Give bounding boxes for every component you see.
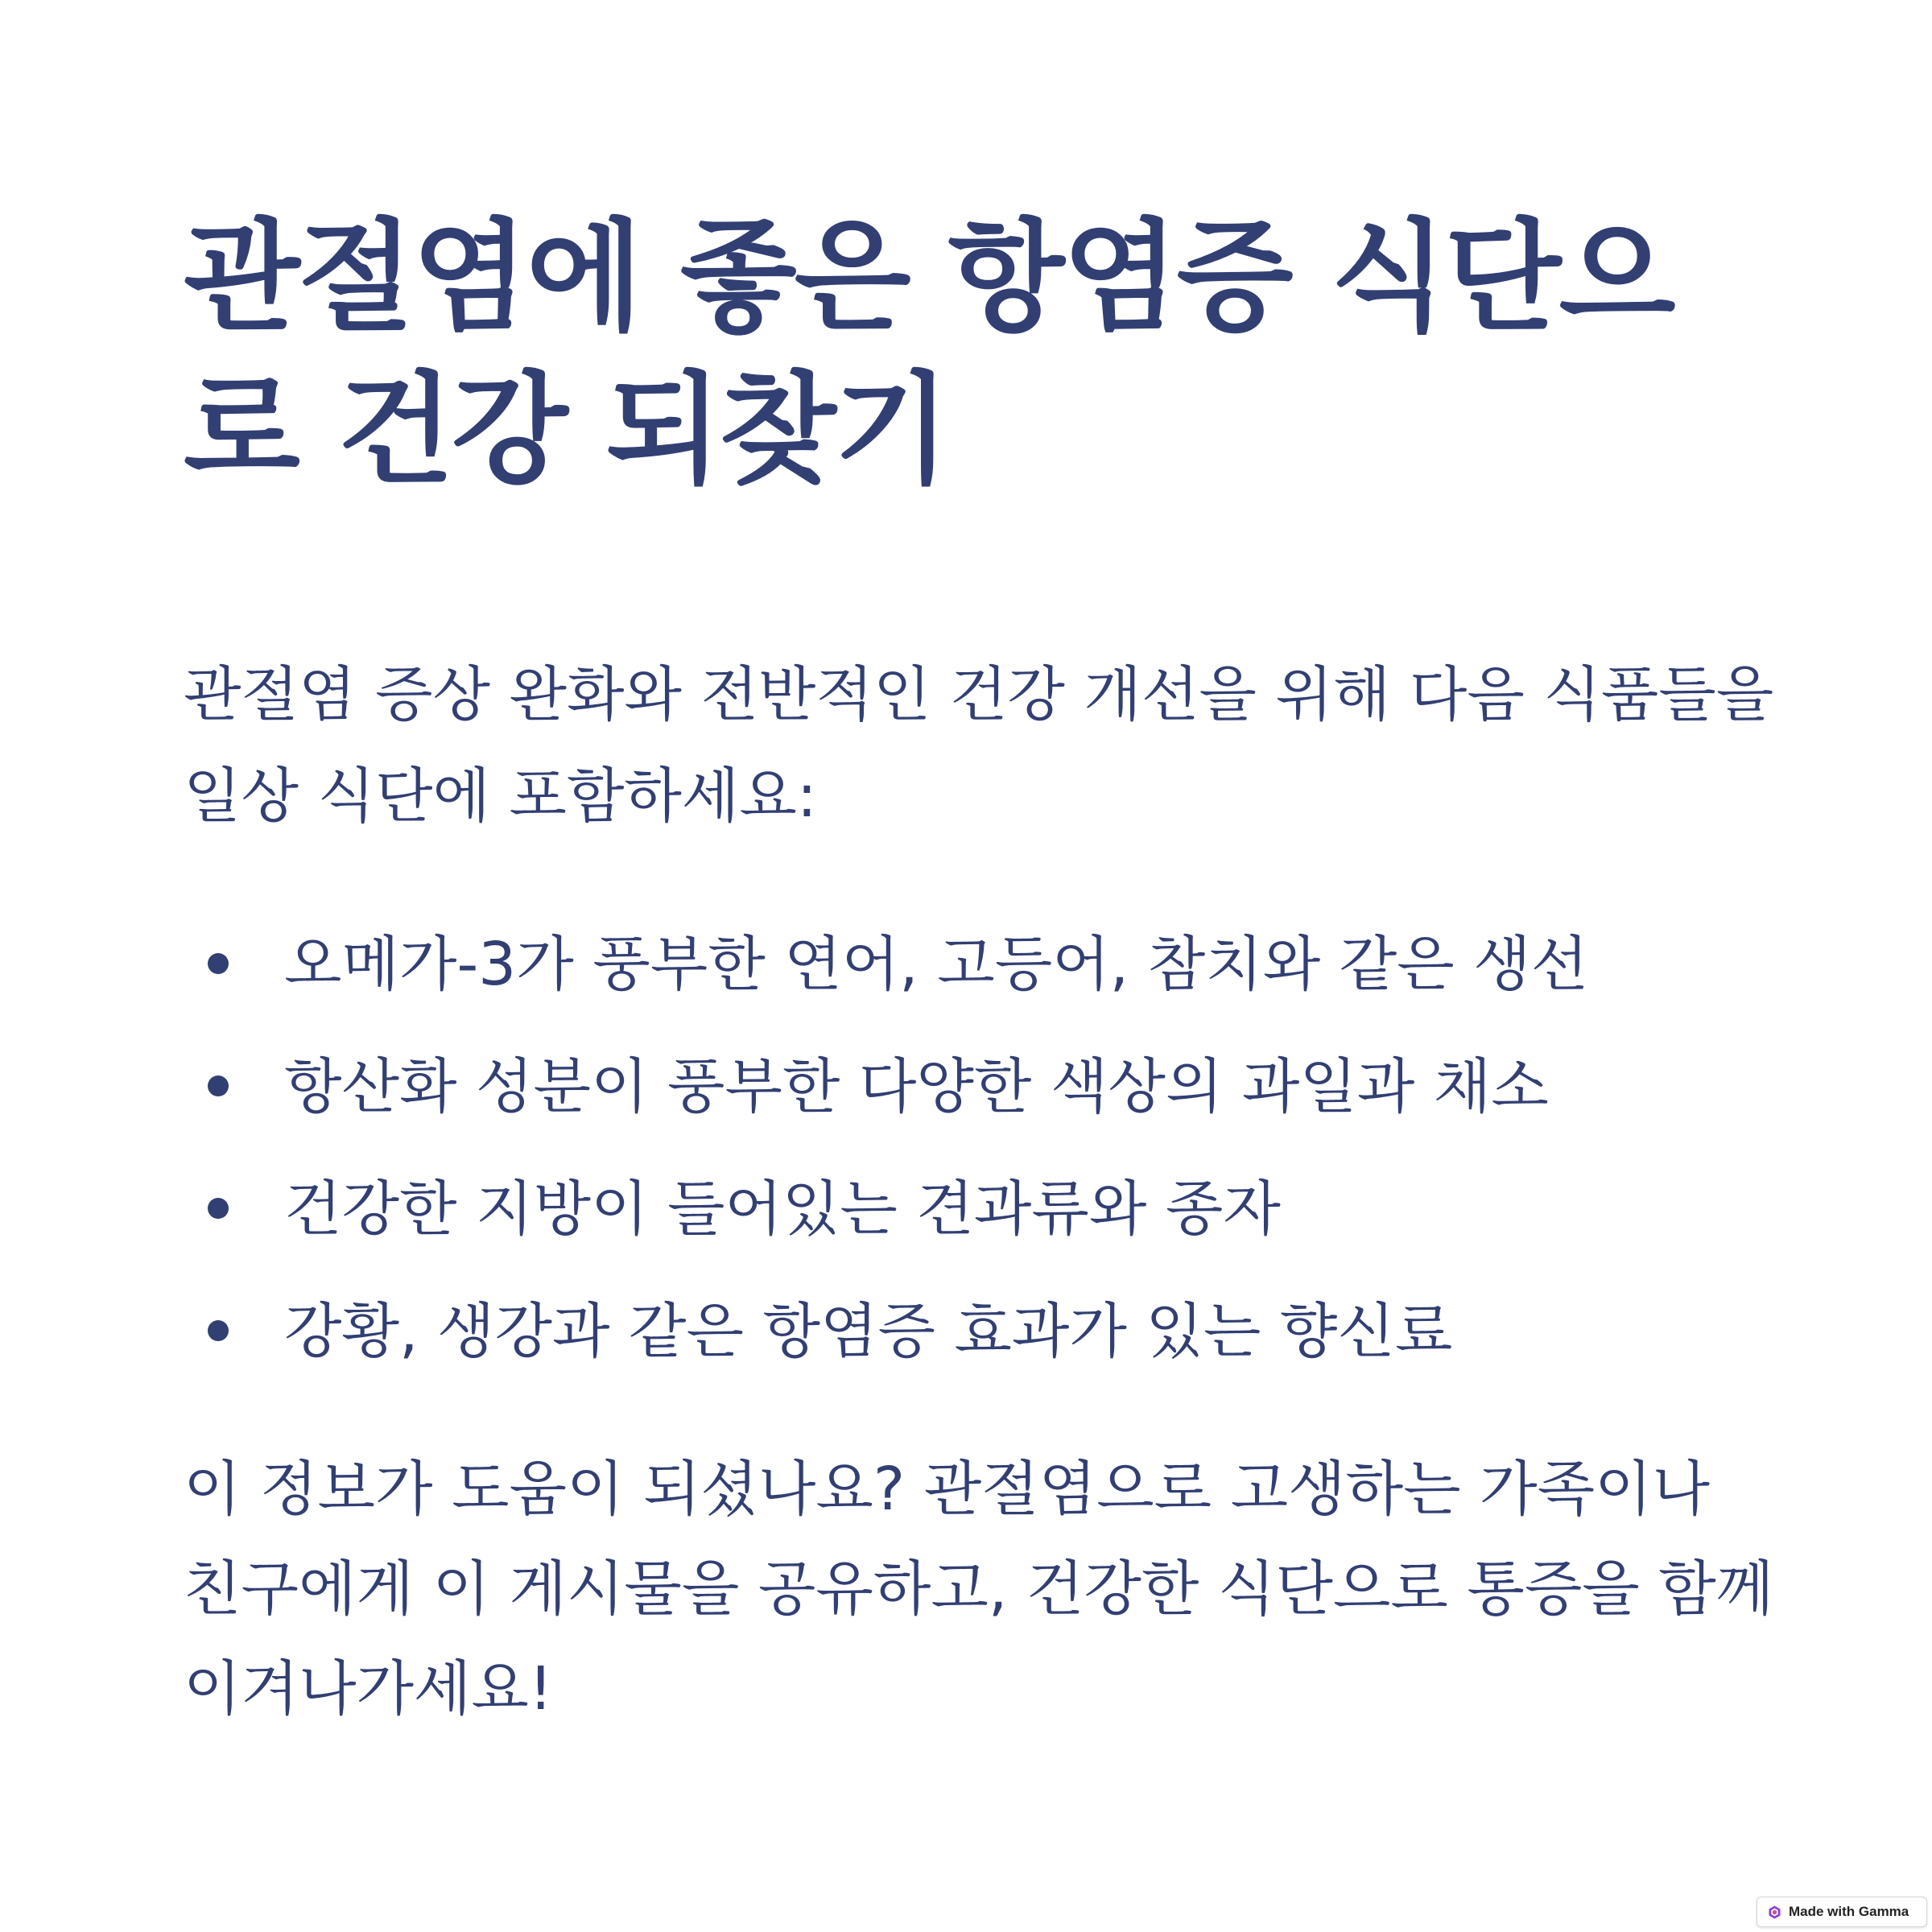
made-with-gamma-badge[interactable] — [1757, 1897, 1927, 1927]
list-item-text: 강황, 생강과 같은 항염증 효과가 있는 향신료 — [284, 1297, 1453, 1366]
intro-paragraph: 관절염 증상 완화와 전반적인 건강 개선을 위해 다음 식품들을 일상 식단에 포함하세요: — [184, 660, 1774, 831]
list-item-text: 오메가-3가 풍부한 연어, 고등어, 참치와 같은 생선 — [284, 930, 1589, 999]
bullet-list — [184, 903, 1761, 1393]
bullet-icon — [208, 1198, 229, 1219]
bullet-icon — [208, 1320, 229, 1341]
closing-paragraph: 이 정보가 도움이 되셨나요? 관절염으로 고생하는 가족이나 친구에게 이 게시물을 공유하고, 건강한 식단으로 통증을 함께 이겨나가세요! — [184, 1455, 1774, 1724]
list-item — [184, 1148, 1761, 1270]
page-title: 관절염에 좋은 항염증 식단으로 건강 되찾기 — [184, 208, 1674, 501]
list-item — [184, 903, 1761, 1026]
bullet-icon — [208, 1075, 229, 1096]
list-item-text: 건강한 지방이 들어있는 견과류와 종자 — [284, 1174, 1281, 1244]
list-item-text: 항산화 성분이 풍부한 다양한 색상의 과일과 채소 — [284, 1052, 1549, 1121]
gamma-logo-icon — [1769, 1905, 1781, 1919]
bullet-icon — [208, 953, 229, 974]
badge-label: Made with Gamma — [1789, 1904, 1909, 1919]
list-item — [184, 1270, 1761, 1393]
list-item — [184, 1026, 1761, 1148]
